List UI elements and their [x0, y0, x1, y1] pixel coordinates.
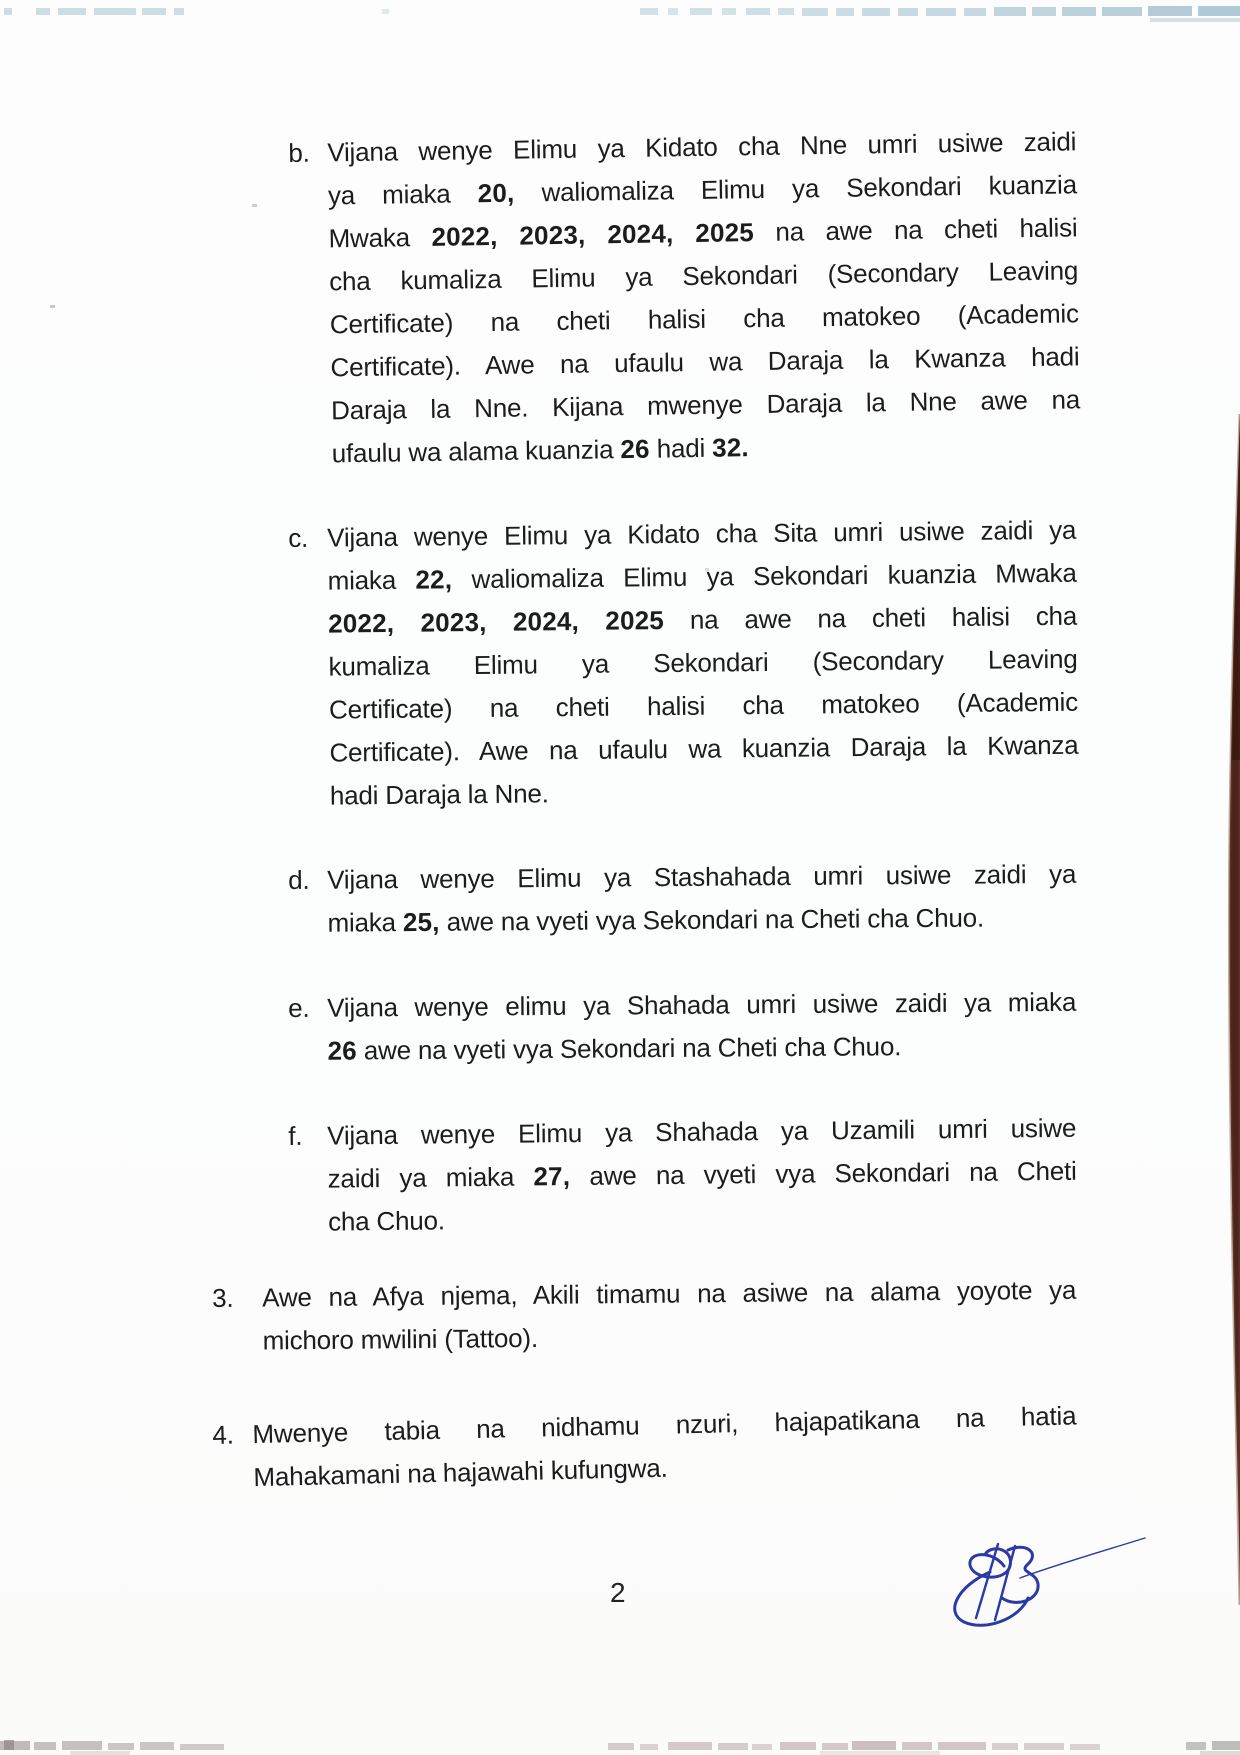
text-line	[327, 853, 1076, 902]
text-segment: miaka	[327, 907, 404, 938]
text-line	[327, 896, 1076, 945]
list-item-marker: 3.	[212, 1282, 234, 1313]
signature-loop-right	[1002, 1547, 1038, 1602]
text-segment: Vijana wenye Elimu ya Shahada ya Uzamili umri usiwe	[327, 1112, 1077, 1151]
page-number: 2	[610, 1577, 626, 1608]
list-item-text	[327, 120, 1081, 475]
list-item-c	[288, 509, 1079, 818]
list-item-marker: d.	[288, 864, 310, 895]
text-segment: hadi	[649, 432, 713, 464]
list-item-text	[327, 509, 1079, 818]
signature-stroke-2	[995, 1546, 1015, 1620]
text-segment: miaka	[327, 564, 416, 596]
list-item-3	[212, 1269, 1077, 1363]
text-line	[327, 1150, 1076, 1201]
text-line	[327, 981, 1076, 1030]
scan-top-right-marks	[640, 6, 1240, 22]
text-segment: waliomaliza Elimu ya Sekondari kuanzia Mwaka	[452, 557, 1077, 595]
text-segment: michoro mwilini (Tattoo).	[262, 1322, 539, 1356]
bold-text-segment: 22,	[415, 564, 453, 595]
text-line	[262, 1312, 1076, 1363]
scan-right-edge-shadow	[1229, 414, 1240, 1605]
text-segment: zaidi ya miaka	[327, 1161, 534, 1194]
signature-loop-bottom	[955, 1572, 1028, 1625]
text-segment: ya miaka	[327, 178, 478, 211]
bold-text-segment: 26	[620, 433, 650, 465]
text-segment: Awe na Afya njema, Akili timamu na asiwe na alama yoyote ya	[262, 1274, 1077, 1313]
text-segment: Mwenye tabia na nidhamu nzuri, hajapatikana na hatia	[252, 1400, 1077, 1450]
text-segment: Mahakamani na hajawahi kufungwa.	[253, 1452, 668, 1493]
text-line	[262, 1269, 1076, 1320]
text-segment: kumaliza Elimu ya Sekondari (Secondary Leaving	[328, 643, 1078, 682]
text-segment: Vijana wenye Elimu ya Kidato cha Nne umri usiwe zaidi	[327, 126, 1077, 168]
text-segment: awe na vyeti vya Sekondari na Cheti cha Chuo.	[439, 902, 985, 937]
text-segment: Certificate) na cheti halisi cha matokeo (Academic	[329, 298, 1079, 340]
scan-bottom-marks	[0, 1740, 1240, 1755]
list-item-marker: f.	[288, 1120, 303, 1151]
list-item-e	[288, 981, 1077, 1073]
bold-text-segment: 2022, 2023, 2024, 2025	[431, 217, 755, 252]
list-item-text	[327, 853, 1077, 945]
text-segment: Certificate). Awe na ufaulu wa Daraja la Kwanza hadi	[330, 341, 1080, 383]
scan-top-left-marks	[4, 8, 389, 15]
text-line	[329, 724, 1078, 775]
text-segment: awe na vyeti vya Sekondari na Cheti cha Chuo.	[356, 1031, 902, 1066]
text-segment: cha Chuo.	[327, 1205, 446, 1237]
signature-tail	[1020, 1538, 1145, 1578]
list-item-text	[327, 1107, 1077, 1244]
list-item-marker: e.	[288, 992, 310, 1023]
list-item-marker: b.	[288, 137, 310, 168]
list-item-marker: 4.	[212, 1419, 235, 1450]
text-segment: Certificate) na cheti halisi cha matokeo (Academic	[328, 686, 1079, 725]
text-segment: Vijana wenye Elimu ya Stashahada umri usiwe zaidi ya	[327, 858, 1077, 895]
list-item-text	[252, 1394, 1078, 1499]
text-segment: Mwaka	[328, 221, 432, 254]
list-item-text	[327, 981, 1077, 1073]
text-line	[328, 1193, 1077, 1244]
text-segment: waliomaliza Elimu ya Sekondari kuanzia	[514, 169, 1078, 208]
bold-text-segment: 2022, 2023, 2024, 2025	[327, 605, 665, 639]
bold-text-segment: 25,	[402, 906, 440, 938]
signature-loop-top	[970, 1549, 1011, 1577]
signature-stroke-1	[976, 1544, 998, 1618]
text-segment: hadi Daraja la Nne.	[329, 778, 549, 811]
text-segment: ufaulu wa alama kuanzia	[331, 434, 621, 469]
list-item-d	[288, 853, 1077, 945]
text-segment: Vijana wenye elimu ya Shahada umri usiwe zaidi ya miaka	[327, 986, 1077, 1023]
text-segment: Vijana wenye Elimu ya Kidato cha Sita umri usiwe zaidi ya	[327, 514, 1077, 553]
list-item-f	[288, 1107, 1077, 1244]
bold-text-segment: 20,	[477, 177, 515, 209]
list-item-b	[288, 120, 1081, 476]
list-item-marker: c.	[288, 522, 309, 553]
text-line	[330, 767, 1079, 818]
text-segment: cha kumaliza Elimu ya Sekondari (Secondary Leaving	[328, 255, 1079, 297]
text-segment: na awe na cheti halisi cha	[663, 600, 1078, 636]
list-item-text	[262, 1269, 1077, 1363]
text-segment: Certificate). Awe na ufaulu wa kuanzia Daraja la Kwanza	[329, 729, 1079, 768]
text-segment: awe na vyeti vya Sekondari na Cheti	[570, 1155, 1077, 1192]
bold-text-segment: 32.	[711, 432, 750, 463]
text-line	[327, 1024, 1076, 1073]
text-segment: na awe na cheti halisi	[753, 212, 1078, 248]
bold-text-segment: 26	[327, 1035, 357, 1066]
list-item-4	[212, 1394, 1078, 1500]
bold-text-segment: 27,	[533, 1161, 571, 1192]
text-segment: Daraja la Nne. Kijana mwenye Daraja la Nne awe na	[330, 384, 1081, 426]
